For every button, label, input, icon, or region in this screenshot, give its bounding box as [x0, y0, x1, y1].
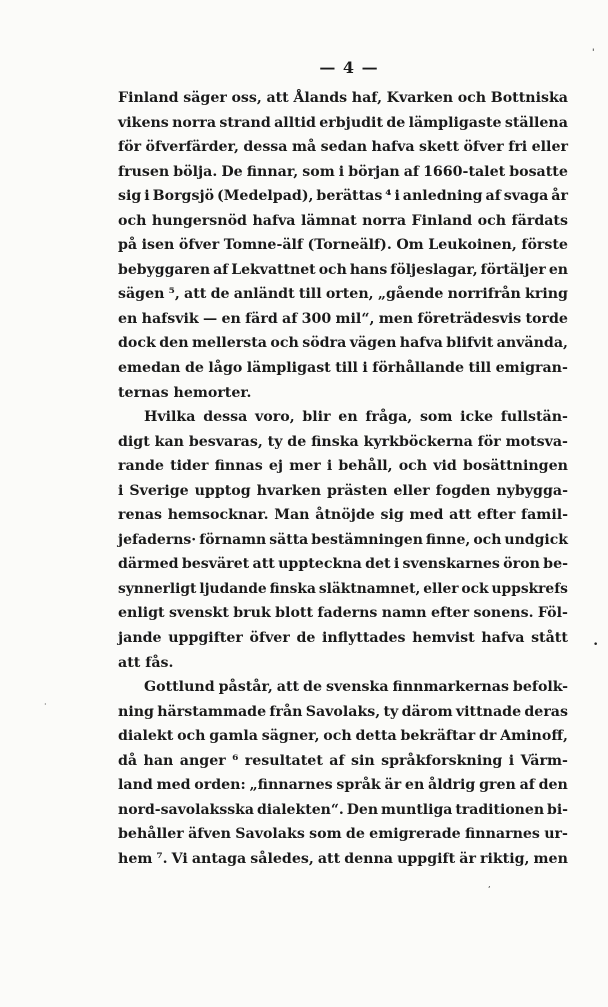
text-line: rande tider finnas ej mer i behåll, och vid bosättningen — [118, 458, 568, 475]
text-line: sägen ⁵, att de anländt till orten, „gående norrifrån kring — [118, 286, 568, 303]
text-line: ternas hemorter. — [118, 384, 252, 401]
text-line: i Sverige upptog hvarken prästen eller fogden nybygga- — [118, 482, 568, 499]
text-line: och hungersnöd hafva lämnat norra Finland och färdats — [118, 212, 568, 229]
page-number: — 4 — — [319, 58, 379, 77]
text-line: bebyggaren af Lekvattnet och hans följeslagar, förtäljer en — [118, 261, 568, 278]
text-line: jefaderns· förnamn sätta bestämningen finne, och undgick — [118, 531, 568, 548]
text-line: vikens norra strand alltid erbjudit de lämpligaste ställena — [118, 114, 568, 131]
text-line: att fås. — [118, 654, 174, 671]
text-line: för öfverfärder, dessa må sedan hafva skett öfver fri eller — [118, 139, 568, 156]
text-line: Gottlund påstår, att de svenska finnmarkernas befolk- — [144, 679, 568, 696]
text-line: nord-savolaksska dialekten“. Den muntliga traditionen bi- — [118, 801, 568, 818]
text-line: renas hemsocknar. Man åtnöjde sig med att efter famil- — [118, 507, 568, 524]
text-line: frusen bölja. De finnar, som i början af 1660-talet bosatte — [118, 163, 568, 180]
text-line: Hvilka dessa voro, blir en fråga, som icke fullstän- — [144, 409, 568, 426]
body-text — [118, 86, 568, 872]
text-line: ning härstammade från Savolaks, ty därom vittnade deras — [118, 703, 568, 720]
scan-speck: • — [593, 640, 599, 650]
text-line: jande uppgifter öfver de inflyttades hemvist hafva stått — [118, 630, 568, 647]
text-line: Finland säger oss, att Ålands haf, Kvarken och Bottniska — [118, 90, 568, 106]
text-line: emedan de lågo lämpligast till i förhållande till emigran- — [118, 360, 568, 377]
text-line: hem ⁷. Vi antaga således, att denna uppgift är riktig, men — [118, 850, 568, 867]
text-line: på isen öfver Tomne-älf (Torneälf). Om Leukoinen, förste — [118, 237, 568, 254]
text-line: en hafsvik — en färd af 300 mil“, men företrädesvis torde — [118, 310, 568, 327]
text-line: dock den mellersta och södra vägen hafva blifvit använda, — [118, 335, 568, 352]
text-line: enligt svenskt bruk blott faderns namn efter sonens. Föl- — [118, 605, 568, 622]
text-line: land med orden: „finnarnes språk är en åldrig gren af den — [118, 777, 568, 794]
scan-speck: , — [488, 880, 491, 889]
text-line: sig i Borgsjö (Medelpad), berättas ⁴ i anledning af svaga år — [118, 188, 568, 205]
scan-speck: · — [44, 700, 47, 709]
text-line: digt kan besvaras, ty de finska kyrkböckerna för motsva- — [118, 433, 568, 450]
text-line: synnerligt ljudande finska släktnamnet, eller ock uppskrefs — [118, 580, 568, 597]
scan-speck: ' — [592, 48, 595, 58]
text-line: då han anger ⁶ resultatet af sin språkforskning i Värm- — [118, 752, 568, 769]
text-line: därmed besväret att uppteckna det i svenskarnes öron be- — [118, 556, 568, 573]
text-line: dialekt och gamla sägner, och detta bekräftar dr Aminoff, — [118, 728, 568, 745]
text-line: behåller äfven Savolaks som de emigrerade finnarnes ur- — [118, 826, 568, 843]
